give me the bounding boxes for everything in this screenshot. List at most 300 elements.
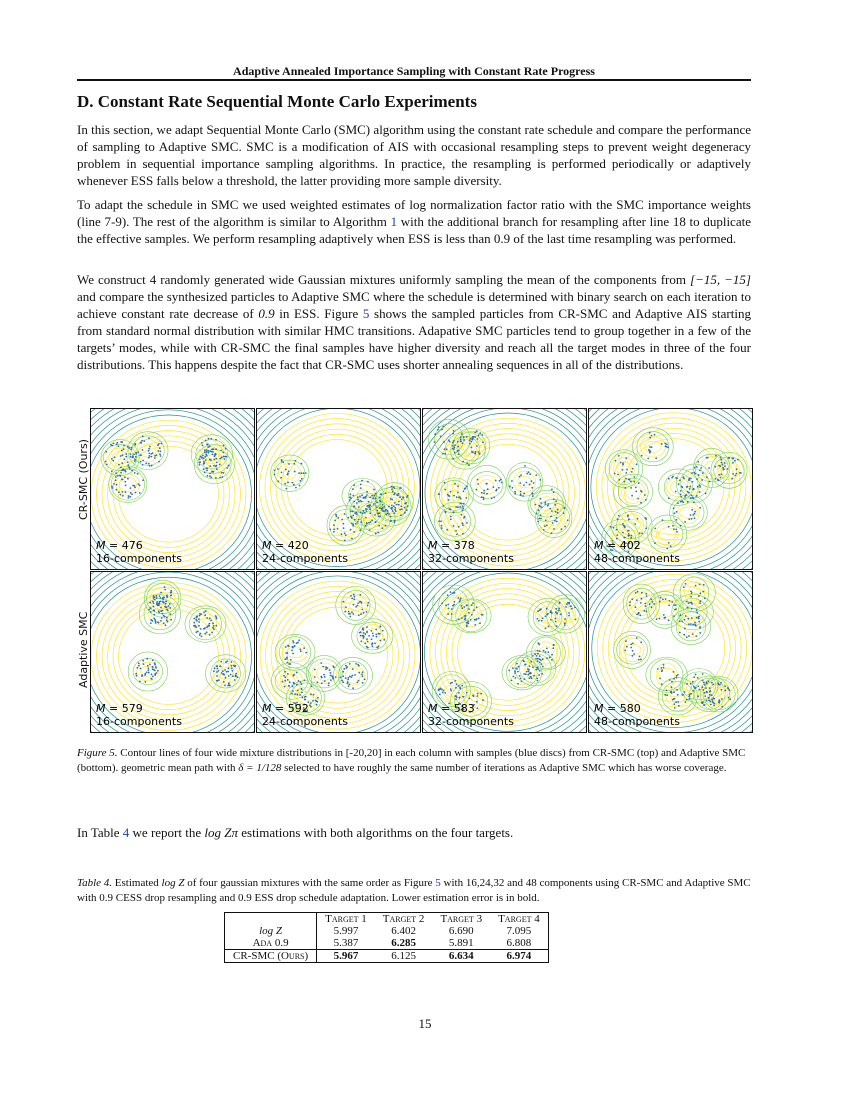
- sample-disc: [401, 506, 403, 508]
- sample-disc: [694, 513, 696, 515]
- sample-disc: [355, 663, 357, 665]
- sample-disc: [304, 679, 306, 681]
- sample-disc: [163, 596, 165, 598]
- sample-disc: [617, 474, 619, 476]
- sample-disc: [734, 460, 736, 462]
- sample-disc: [452, 442, 454, 444]
- sample-disc: [359, 500, 361, 502]
- sample-disc: [668, 498, 670, 500]
- sample-disc: [690, 683, 692, 685]
- sample-disc: [300, 650, 302, 652]
- sample-disc: [641, 533, 643, 535]
- sample-disc: [512, 487, 514, 489]
- sample-disc: [457, 441, 459, 443]
- sample-disc: [362, 629, 364, 631]
- sample-disc: [690, 497, 692, 499]
- sample-disc: [570, 605, 572, 607]
- sample-disc: [695, 687, 697, 689]
- sample-disc: [450, 591, 452, 593]
- sample-disc: [458, 685, 460, 687]
- sample-disc: [335, 676, 337, 678]
- sample-disc: [665, 598, 667, 600]
- sample-disc: [699, 486, 701, 488]
- sample-disc: [460, 436, 462, 438]
- sample-disc: [708, 697, 710, 699]
- sample-disc: [211, 471, 213, 473]
- sample-disc: [165, 603, 167, 605]
- sample-disc: [357, 521, 359, 523]
- sample-disc: [322, 666, 324, 668]
- sample-disc: [287, 645, 289, 647]
- sample-disc: [454, 483, 456, 485]
- sample-disc: [404, 512, 406, 514]
- sample-disc: [124, 481, 126, 483]
- sample-disc: [514, 491, 516, 493]
- sample-disc: [139, 485, 141, 487]
- sample-disc: [358, 506, 360, 508]
- sample-disc: [540, 498, 542, 500]
- sample-disc: [538, 509, 540, 511]
- sample-disc: [221, 472, 223, 474]
- sample-disc: [234, 679, 236, 681]
- sample-disc: [199, 464, 201, 466]
- sample-disc: [465, 615, 467, 617]
- sample-disc: [618, 479, 620, 481]
- sample-disc: [455, 698, 457, 700]
- sample-disc: [274, 474, 276, 476]
- sample-disc: [394, 487, 396, 489]
- sample-disc: [139, 681, 141, 683]
- sample-disc: [666, 690, 668, 692]
- sample-disc: [441, 525, 443, 527]
- sample-disc: [407, 505, 409, 507]
- sample-disc: [217, 680, 219, 682]
- figure-ref-link[interactable]: 5: [362, 306, 370, 321]
- sample-disc: [668, 605, 670, 607]
- sample-disc: [443, 505, 445, 507]
- sample-disc: [363, 497, 365, 499]
- sample-disc: [706, 699, 708, 701]
- sample-disc: [116, 444, 118, 446]
- sample-disc: [142, 460, 144, 462]
- sample-disc: [485, 483, 487, 485]
- sample-disc: [351, 538, 353, 540]
- sample-disc: [223, 673, 225, 675]
- sample-disc: [393, 505, 395, 507]
- sample-disc: [625, 640, 627, 642]
- sample-disc: [474, 436, 476, 438]
- panel-label: M = 402 48-components: [594, 539, 680, 565]
- sample-disc: [131, 493, 133, 495]
- contour-panel: [422, 571, 587, 733]
- sample-disc: [452, 605, 454, 607]
- sample-disc: [301, 478, 303, 480]
- sample-disc: [462, 533, 464, 535]
- sample-disc: [649, 437, 651, 439]
- sample-disc: [660, 667, 662, 669]
- sample-disc: [478, 435, 480, 437]
- sample-disc: [301, 463, 303, 465]
- sample-disc: [448, 608, 450, 610]
- sample-disc: [476, 618, 478, 620]
- sample-disc: [285, 469, 287, 471]
- sample-disc: [150, 622, 152, 624]
- sample-disc: [709, 691, 711, 693]
- sample-disc: [375, 533, 377, 535]
- sample-disc: [277, 480, 279, 482]
- table-caption-figure-link[interactable]: 5: [435, 877, 441, 889]
- table-ref-link[interactable]: 4: [122, 825, 130, 840]
- sample-disc: [152, 666, 154, 668]
- sample-disc: [131, 447, 133, 449]
- sample-disc: [461, 607, 463, 609]
- sample-disc: [349, 496, 351, 498]
- sample-disc: [462, 508, 464, 510]
- sample-disc: [347, 517, 349, 519]
- sample-disc: [196, 617, 198, 619]
- sample-disc: [454, 444, 456, 446]
- sample-disc: [565, 606, 567, 608]
- sample-disc: [736, 473, 738, 475]
- sample-disc: [540, 663, 542, 665]
- sample-disc: [540, 514, 542, 516]
- sample-disc: [478, 618, 480, 620]
- sample-disc: [702, 680, 704, 682]
- sample-disc: [645, 528, 647, 530]
- sample-disc: [284, 676, 286, 678]
- sample-disc: [702, 673, 704, 675]
- sample-disc: [220, 458, 222, 460]
- sample-disc: [205, 459, 207, 461]
- sample-disc: [610, 526, 612, 528]
- sample-disc: [555, 500, 557, 502]
- sample-disc: [154, 673, 156, 675]
- sample-disc: [110, 444, 112, 446]
- sample-disc: [369, 512, 371, 514]
- sample-disc: [305, 472, 307, 474]
- sample-disc: [355, 523, 357, 525]
- sample-disc: [363, 637, 365, 639]
- sample-disc: [209, 459, 211, 461]
- sample-disc: [361, 480, 363, 482]
- sample-disc: [314, 676, 316, 678]
- sample-disc: [699, 632, 701, 634]
- sample-disc: [439, 694, 441, 696]
- sample-disc: [544, 525, 546, 527]
- sample-disc: [624, 481, 626, 483]
- sample-disc: [392, 510, 394, 512]
- sample-disc: [450, 518, 452, 520]
- sample-disc: [204, 614, 206, 616]
- sample-disc: [194, 625, 196, 627]
- sample-disc: [340, 677, 342, 679]
- sample-disc: [372, 633, 374, 635]
- sample-disc: [534, 653, 536, 655]
- sample-disc: [127, 461, 129, 463]
- sample-disc: [120, 467, 122, 469]
- iteration-count: 592: [287, 702, 309, 715]
- sample-disc: [400, 487, 402, 489]
- sample-disc: [314, 669, 316, 671]
- sample-disc: [376, 636, 378, 638]
- sample-disc: [153, 609, 155, 611]
- sample-disc: [462, 461, 464, 463]
- sample-disc: [673, 671, 675, 673]
- sample-disc: [204, 471, 206, 473]
- sample-disc: [343, 668, 345, 670]
- sample-disc: [375, 493, 377, 495]
- paragraph-3: We construct 4 randomly generated wide Gaussian mixtures uniformly sampling the mean of the components from [−15, −15] and compare the synthesized particles to Adaptive SMC where the schedule is determined with binary search on each iteration to achieve constant rate decrease of 0.9 in ESS. Figure 5 shows the sampled particles from CR-SMC and Adaptive AIS starting from standard normal distribution with similar HMC transitions. Adapative SMC particles tend to group together in a few of the targets’ modes, while with CR-SMC the final samples have higher diversity and reach all the target modes in three of the four distributions. This happens despite the fact that CR-SMC uses shorter annealing sequences in all of the distributions.: [77, 272, 751, 372]
- sample-disc: [293, 642, 295, 644]
- sample-disc: [495, 490, 497, 492]
- sample-disc: [293, 463, 295, 465]
- sample-disc: [304, 696, 306, 698]
- sample-disc: [553, 498, 555, 500]
- sample-disc: [688, 479, 690, 481]
- sample-disc: [214, 455, 216, 457]
- sample-disc: [545, 627, 547, 629]
- sample-disc: [691, 518, 693, 520]
- sample-disc: [166, 596, 168, 598]
- sample-disc: [371, 630, 373, 632]
- sample-disc: [113, 483, 115, 485]
- sample-disc: [398, 501, 400, 503]
- sample-disc: [483, 498, 485, 500]
- sample-disc: [475, 451, 477, 453]
- sample-disc: [125, 453, 127, 455]
- sample-disc: [344, 611, 346, 613]
- sample-disc: [353, 531, 355, 533]
- sample-disc: [672, 525, 674, 527]
- sample-disc: [361, 673, 363, 675]
- components-label: 16-components: [96, 715, 182, 728]
- sample-disc: [529, 484, 531, 486]
- sample-disc: [362, 513, 364, 515]
- sample-disc: [559, 601, 561, 603]
- sample-disc: [688, 518, 690, 520]
- sample-disc: [357, 682, 359, 684]
- sample-disc: [479, 622, 481, 624]
- contour-panel: [588, 408, 753, 570]
- sample-disc: [287, 662, 289, 664]
- sample-disc: [451, 608, 453, 610]
- sample-disc: [625, 478, 627, 480]
- sample-disc: [352, 488, 354, 490]
- sample-disc: [645, 603, 647, 605]
- sample-disc: [671, 601, 673, 603]
- sample-disc: [115, 479, 117, 481]
- sample-disc: [557, 509, 559, 511]
- sample-disc: [134, 460, 136, 462]
- sample-disc: [353, 505, 355, 507]
- sample-disc: [353, 501, 355, 503]
- sample-disc: [630, 647, 632, 649]
- sample-disc: [519, 482, 521, 484]
- algorithm-ref-link[interactable]: 1: [390, 214, 398, 229]
- sample-disc: [373, 489, 375, 491]
- sample-disc: [237, 676, 239, 678]
- sample-disc: [363, 635, 365, 637]
- table-cell: 6.808: [490, 937, 548, 950]
- sample-disc: [551, 489, 553, 491]
- sample-disc: [675, 529, 677, 531]
- sample-disc: [212, 622, 214, 624]
- sample-disc: [540, 502, 542, 504]
- sample-disc: [476, 430, 478, 432]
- sample-disc: [666, 446, 668, 448]
- sample-disc: [538, 620, 540, 622]
- sample-disc: [337, 528, 339, 530]
- sample-disc: [114, 456, 116, 458]
- sample-disc: [471, 451, 473, 453]
- sample-disc: [141, 440, 143, 442]
- sample-disc: [213, 628, 215, 630]
- sample-disc: [141, 675, 143, 677]
- sample-disc: [687, 491, 689, 493]
- sample-disc: [228, 465, 230, 467]
- sample-disc: [367, 602, 369, 604]
- sample-disc: [195, 631, 197, 633]
- sample-disc: [380, 626, 382, 628]
- sample-disc: [142, 436, 144, 438]
- sample-disc: [116, 442, 118, 444]
- sample-disc: [232, 670, 234, 672]
- sample-disc: [148, 437, 150, 439]
- sample-disc: [222, 452, 224, 454]
- sample-disc: [526, 473, 528, 475]
- sample-disc: [164, 589, 166, 591]
- sample-disc: [679, 614, 681, 616]
- sample-disc: [199, 613, 201, 615]
- sample-disc: [287, 482, 289, 484]
- sample-disc: [118, 464, 120, 466]
- sample-disc: [208, 438, 210, 440]
- table-header-corner: [225, 913, 317, 926]
- sample-disc: [548, 626, 550, 628]
- sample-disc: [546, 608, 548, 610]
- sample-disc: [390, 498, 392, 500]
- sample-disc: [357, 602, 359, 604]
- sample-disc: [220, 450, 222, 452]
- sample-disc: [537, 660, 539, 662]
- sample-disc: [629, 604, 631, 606]
- sample-disc: [724, 465, 726, 467]
- sample-disc: [293, 674, 295, 676]
- sample-disc: [443, 441, 445, 443]
- sample-disc: [300, 681, 302, 683]
- sample-disc: [148, 609, 150, 611]
- sample-disc: [204, 451, 206, 453]
- sample-disc: [673, 507, 675, 509]
- sample-disc: [158, 602, 160, 604]
- sample-disc: [669, 600, 671, 602]
- sample-disc: [206, 631, 208, 633]
- sample-disc: [128, 447, 130, 449]
- sample-disc: [550, 619, 552, 621]
- sample-disc: [709, 481, 711, 483]
- sample-disc: [449, 495, 451, 497]
- sample-disc: [367, 647, 369, 649]
- sample-disc: [460, 598, 462, 600]
- sample-disc: [538, 518, 540, 520]
- sample-disc: [664, 617, 666, 619]
- sample-disc: [392, 491, 394, 493]
- sample-disc: [374, 643, 376, 645]
- contour-panel: [588, 571, 753, 733]
- sample-disc: [390, 520, 392, 522]
- sample-disc: [160, 597, 162, 599]
- sample-disc: [677, 694, 679, 696]
- sample-disc: [301, 692, 303, 694]
- sample-disc: [455, 530, 457, 532]
- sample-disc: [524, 678, 526, 680]
- sample-disc: [229, 684, 231, 686]
- sample-disc: [357, 605, 359, 607]
- sample-disc: [379, 633, 381, 635]
- sample-disc: [684, 701, 686, 703]
- sample-disc: [446, 448, 448, 450]
- sample-disc: [539, 655, 541, 657]
- sample-disc: [204, 449, 206, 451]
- sample-disc: [555, 621, 557, 623]
- sample-disc: [537, 653, 539, 655]
- sample-disc: [732, 458, 734, 460]
- sample-disc: [201, 636, 203, 638]
- sample-disc: [227, 685, 229, 687]
- sample-disc: [697, 616, 699, 618]
- sample-disc: [365, 525, 367, 527]
- sample-disc: [211, 448, 213, 450]
- sample-disc: [385, 492, 387, 494]
- sample-disc: [699, 689, 701, 691]
- sample-disc: [456, 683, 458, 685]
- sample-disc: [460, 440, 462, 442]
- sample-disc: [354, 596, 356, 598]
- sample-disc: [686, 683, 688, 685]
- sample-disc: [227, 671, 229, 673]
- sample-disc: [130, 492, 132, 494]
- sample-disc: [530, 661, 532, 663]
- sample-disc: [487, 488, 489, 490]
- sample-disc: [727, 687, 729, 689]
- sample-disc: [205, 610, 207, 612]
- sample-disc: [466, 624, 468, 626]
- sample-disc: [678, 483, 680, 485]
- sample-disc: [159, 595, 161, 597]
- sample-disc: [535, 658, 537, 660]
- sample-disc: [336, 516, 338, 518]
- sample-disc: [691, 472, 693, 474]
- sample-disc: [111, 486, 113, 488]
- sample-disc: [359, 495, 361, 497]
- sample-disc: [121, 441, 123, 443]
- sample-disc: [206, 444, 208, 446]
- sample-disc: [394, 507, 396, 509]
- sample-disc: [391, 507, 393, 509]
- sample-disc: [360, 484, 362, 486]
- sample-disc: [653, 603, 655, 605]
- sample-disc: [472, 436, 474, 438]
- sample-disc: [640, 615, 642, 617]
- sample-disc: [359, 594, 361, 596]
- sample-disc: [699, 602, 701, 604]
- sample-disc: [209, 634, 211, 636]
- sample-disc: [284, 671, 286, 673]
- sample-disc: [547, 651, 549, 653]
- sample-disc: [461, 605, 463, 607]
- sample-disc: [330, 672, 332, 674]
- components-label: 24-components: [262, 715, 348, 728]
